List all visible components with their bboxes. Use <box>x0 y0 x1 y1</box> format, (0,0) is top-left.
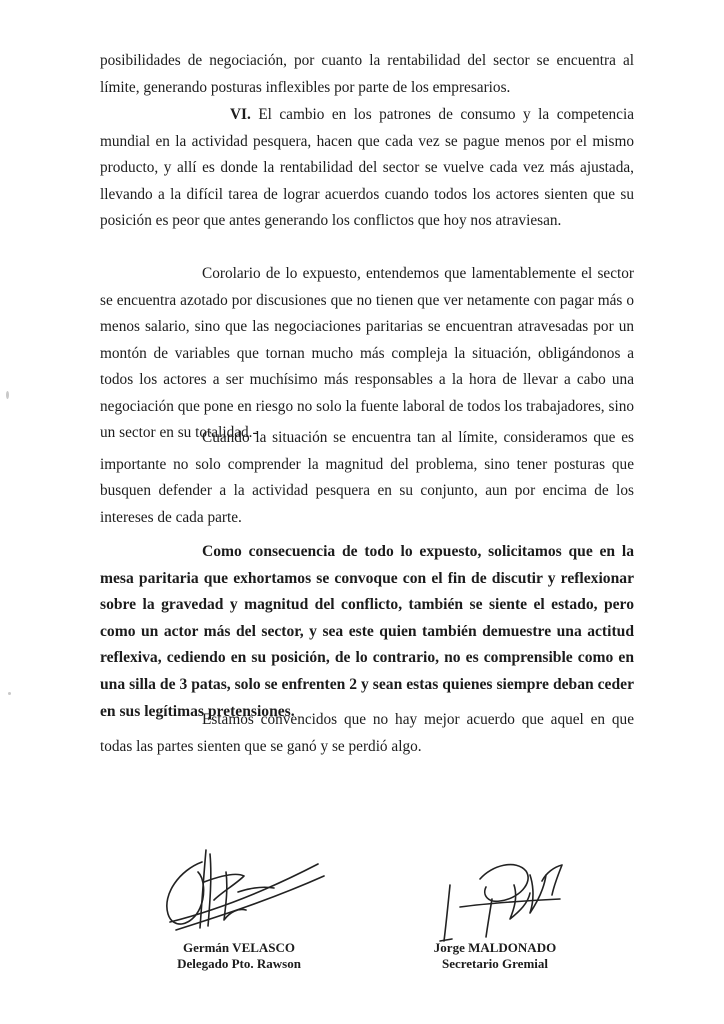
scan-speck <box>8 692 11 695</box>
signature-left <box>140 842 330 942</box>
paragraph-situacion: Cuando la situación se encuentra tan al límite, consideramos que es importante no solo comprender la magnitud del problema, sino tener posturas que busquen defender a la actividad pesquera en su conjunto, aun por encima de los intereses de cada parte. <box>100 429 634 526</box>
signature-right <box>430 845 580 945</box>
signatory-left <box>154 940 324 972</box>
signatory-left-title: Delegado Pto. Rawson <box>177 956 301 971</box>
scan-speck <box>6 391 9 399</box>
paragraph-continuation: posibilidades de negociación, por cuanto la rentabilidad del sector se encuentra al límite, generando posturas inflexibles por parte de los empresarios. <box>100 52 634 96</box>
signatory-right-name: Jorge MALDONADO <box>433 940 557 955</box>
signatory-left-name: Germán VELASCO <box>182 940 296 955</box>
paragraph-conclusion: Estamos convencidos que no hay mejor acuerdo que aquel en que todas las partes sienten que se ganó y se perdió algo. <box>100 711 634 755</box>
signatory-right <box>410 940 580 972</box>
signatory-right-title: Secretario Gremial <box>441 956 548 971</box>
paragraph-corolario: Corolario de lo expuesto, entendemos que lamentablemente el sector se encuentra azotado por discusiones que no tienen que ver netamente con pagar más o menos salario, sino que las negociaciones paritarias se encuentran atravesadas por un montón de variables que tornan mucho más compleja la situación, obligándonos a todos los actores a ser muchísimo más responsables a la hora de llevar a cabo una negociación que pone en riesgo no solo la fuente laboral de todos los trabajadores, sino un sector en su totalidad.- <box>100 265 634 441</box>
paragraph-point-vi: VI. El cambio en los patrones de consumo y la competencia mundial en la actividad pesquera, hacen que cada vez se pague menos por el mismo producto, y allí es donde la rentabilidad del sector se vuelve cada vez más ajustada, llevando a la difícil tarea de lograr acuerdos cuando todos los actores sienten que su posición es peor que antes generando los conflictos que hoy nos atraviesan. <box>100 106 634 229</box>
point-number: VI. <box>230 106 251 123</box>
paragraph-solicitud: Como consecuencia de todo lo expuesto, solicitamos que en la mesa paritaria que exhortamos se convoque con el fin de discutir y reflexionar sobre la gravedad y magnitud del conflicto, también se siente el estado, pero como un actor más del sector, y sea este quien también demuestre una actitud reflexiva, cediendo en su posición, de lo contrario, no es comprensible como en una silla de 3 patas, solo se enfrenten 2 y sean estas quienes siempre deban ceder en sus legítimas pretensiones. <box>100 543 634 720</box>
